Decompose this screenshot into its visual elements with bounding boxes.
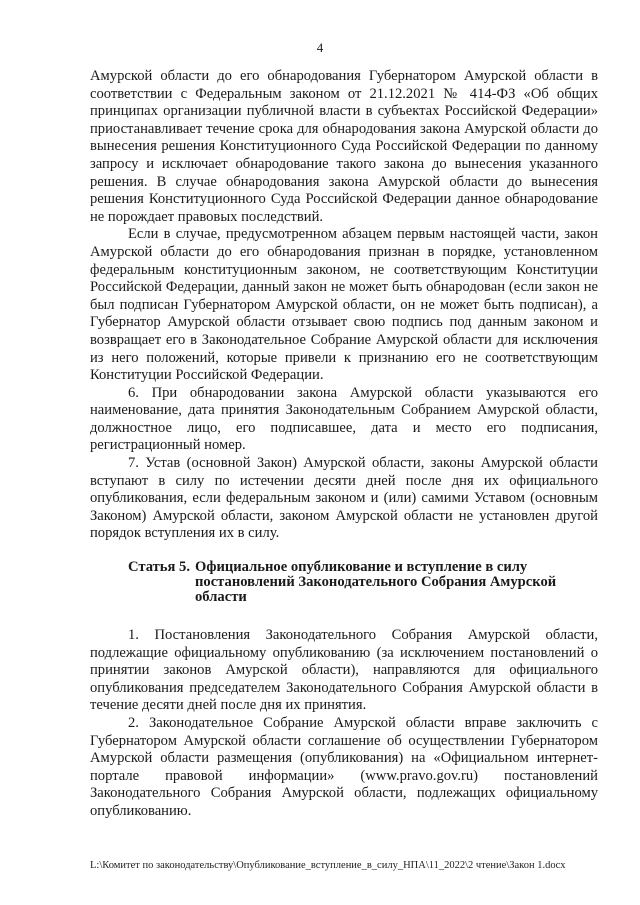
paragraph-article5-item-1: 1. Постановления Законодательного Собрания Амурской области, подлежащие официальному опубликованию (за исключением постановлений о принятии законов Амурской области), направляются для официального опубликования председателем Законодательного Собрания Амурской области в течение десяти дней после дня их принятия.: [90, 627, 598, 714]
paragraph-unconstitutional-law: Если в случае, предусмотренном абзацем первым настоящей части, закон Амурской области до его обнародования признан в порядке, установленном федеральным конституционным законом, не соответствующим Конституции Российской Федерации, данный закон не может быть обнародован (если закон не был подписан Губернатором Амурской области, он не может быть подписан), а Губернатор Амурской области отзывает свою подпись под данным законом и возвращает его в Законодательное Собрание Амурской области для исключения из него положений, которые привели к признанию его не соответствующим Конституции Российской Федерации.: [90, 226, 598, 384]
article-title: Официальное опубликование и вступление в силу постановлений Законодательного Собрания Амурской области: [195, 559, 557, 606]
paragraph-continuation: Амурской области до его обнародования Губернатором Амурской области в соответствии с Федеральным законом от 21.12.2021 № 414-ФЗ «Об общих принципах организации публичной власти в субъектах Российской Федерации» приостанавливает течение срока для обнародования закона Амурской области до вынесения решения Конституционного Суда Российской Федерации по данному запросу и исключает обнародование такого закона до вынесения указанного решения. В случае обнародования закона Амурской области до вынесения решения Конституционного Суда Российской Федерации данное обнародование не порождает правовых последствий.: [90, 68, 598, 225]
paragraph-item-6: 6. При обнародовании закона Амурской области указываются его наименование, дата принятия Законодательным Собранием Амурской области, должностное лицо, его подписавшее, дата и место его подписания, регистрационный номер.: [90, 384, 598, 454]
footer-file-path: L:\Комитет по законодательству\Опубликование_вступление_в_силу_НПА\11_2022\2 чтение\Закон 1.docx: [90, 860, 566, 871]
spacer: [90, 605, 598, 627]
page-number: 4: [316, 40, 324, 55]
article-heading: [90, 560, 598, 605]
article-number: Статья 5.: [128, 559, 190, 576]
document-body: [90, 68, 598, 821]
paragraph-item-7: 7. Устав (основной Закон) Амурской области, законы Амурской области вступают в силу по истечении десяти дней после дня их официального опубликования, если федеральным законом и (или) самими Уставом (основным Законом) Амурской области, законом Амурской области не установлен другой порядок вступления их в силу.: [90, 455, 598, 542]
paragraph-article5-item-2: 2. Законодательное Собрание Амурской области вправе заключить с Губернатором Амурской области соглашение об осуществлении Губернатором Амурской области размещения (опубликования) на «Официальном интернет-портале правовой информации» (www.pravo.gov.ru) постановлений Законодательного Собрания Амурской области, подлежащих официальному опубликованию.: [90, 715, 598, 819]
